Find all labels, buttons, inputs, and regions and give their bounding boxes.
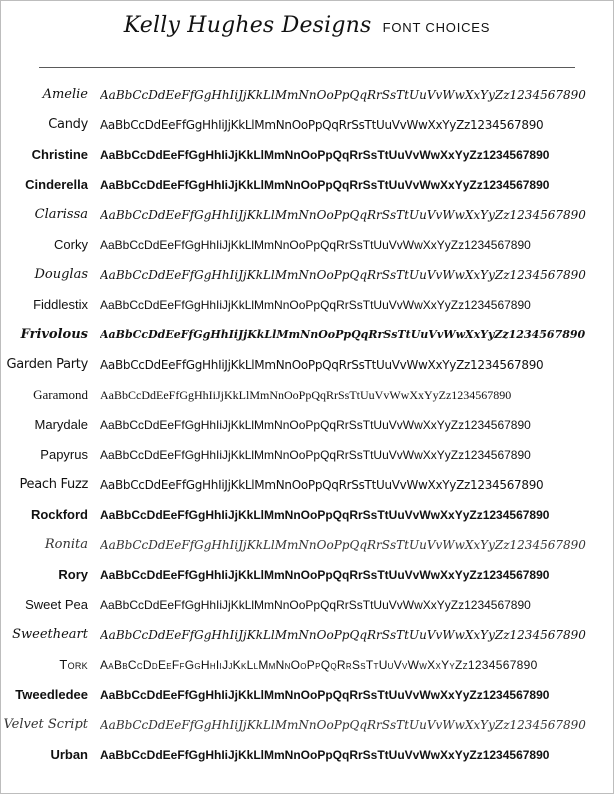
font-row — [1, 201, 613, 231]
font-sample: AaBbCcDdEeFfGgHhIiJjKkLlMmNnOoPpQqRrSsTtUuVvWwXxYyZz1234567890 — [100, 298, 531, 312]
font-name: Fiddlestix — [33, 297, 88, 312]
font-sample: AaBbCcDdEeFfGgHhIiJjKkLlMmNnOoPpQqRrSsTtUuVvWwXxYyZz1234567890 — [100, 178, 550, 192]
font-row — [1, 411, 613, 441]
font-sample: AaBbCcDdEeFfGgHhIiJjKkLlMmNnOoPpQqRrSsTtUuVvWwXxYyZz1234567890 — [100, 658, 538, 672]
font-sample: AaBbCcDdEeFfGgHhIiJjKkLlMmNnOoPpQqRrSsTtUuVvWwXxYyZz1234567890 — [100, 448, 531, 462]
font-name: Peach Fuzz — [19, 477, 88, 492]
font-sample: AaBbCcDdEeFfGgHhIiJjKkLlMmNnOoPpQqRrSsTtUuVvWwXxYyZz1234567890 — [100, 358, 544, 372]
font-sample: AaBbCcDdEeFfGgHhIiJjKkLlMmNnOoPpQqRrSsTtUuVvWwXxYyZz1234567890 — [100, 508, 550, 522]
font-row — [1, 141, 613, 171]
font-sample: AaBbCcDdEeFfGgHhIiJjKkLlMmNnOoPpQqRrSsTtUuVvWwXxYyZz1234567890 — [100, 598, 531, 612]
font-row — [1, 561, 613, 591]
font-name: Candy — [48, 117, 88, 132]
font-name: Cinderella — [25, 177, 88, 192]
font-name: Tork — [59, 657, 88, 672]
font-name: Frivolous — [20, 327, 88, 342]
page-header — [1, 13, 613, 38]
font-row — [1, 231, 613, 261]
font-sample: AaBbCcDdEeFfGgHhIiJjKkLlMmNnOoPpQqRrSsTtUuVvWwXxYyZz1234567890 — [100, 208, 586, 222]
font-row — [1, 531, 613, 561]
font-sample: AaBbCcDdEeFfGgHhIiJjKkLlMmNnOoPpQqRrSsTtUuVvWwXxYyZz1234567890 — [100, 388, 512, 402]
font-row — [1, 291, 613, 321]
font-sample: AaBbCcDdEeFfGgHhIiJjKkLlMmNnOoPpQqRrSsTtUuVvWwXxYyZz1234567890 — [100, 748, 550, 762]
font-sample: AaBbCcDdEeFfGgHhIiJjKkLlMmNnOoPpQqRrSsTtUuVvWwXxYyZz1234567890 — [100, 718, 586, 732]
font-sample: AaBbCcDdEeFfGgHhIiJjKkLlMmNnOoPpQqRrSsTtUuVvWwXxYyZz1234567890 — [100, 118, 544, 132]
font-row — [1, 651, 613, 681]
font-name: Velvet Script — [3, 717, 88, 732]
font-name: Garamond — [33, 387, 88, 402]
font-row — [1, 741, 613, 771]
font-sample: AaBbCcDdEeFfGgHhIiJjKkLlMmNnOoPpQqRrSsTtUuVvWwXxYyZz1234567890 — [100, 628, 586, 642]
font-row — [1, 351, 613, 381]
font-name: Clarissa — [34, 207, 88, 222]
font-row — [1, 171, 613, 201]
font-row — [1, 381, 613, 411]
font-row — [1, 111, 613, 141]
font-name: Ronita — [44, 537, 88, 552]
font-row — [1, 321, 613, 351]
font-row — [1, 591, 613, 621]
font-row — [1, 681, 613, 711]
font-row — [1, 471, 613, 501]
font-name: Corky — [54, 237, 88, 252]
font-name: Sweetheart — [12, 627, 88, 642]
font-name: Amelie — [42, 87, 88, 102]
font-name: Christine — [31, 147, 88, 162]
font-sample: AaBbCcDdEeFfGgHhIiJjKkLlMmNnOoPpQqRrSsTtUuVvWwXxYyZz1234567890 — [100, 688, 550, 702]
font-row — [1, 261, 613, 291]
font-row — [1, 621, 613, 651]
font-name: Marydale — [34, 417, 88, 432]
font-name: Rory — [58, 567, 88, 582]
font-name: Sweet Pea — [25, 597, 88, 612]
font-name: Rockford — [30, 507, 88, 522]
font-sample: AaBbCcDdEeFfGgHhIiJjKkLlMmNnOoPpQqRrSsTtUuVvWwXxYyZz1234567890 — [100, 478, 544, 492]
font-sample: AaBbCcDdEeFfGgHhIiJjKkLlMmNnOoPpQqRrSsTtUuVvWwXxYyZz1234567890 — [100, 238, 531, 252]
header-divider — [39, 67, 575, 68]
font-row — [1, 501, 613, 531]
font-name: Douglas — [34, 267, 88, 282]
brand-title: Kelly Hughes Designs — [123, 13, 372, 38]
font-sample: AaBbCcDdEeFfGgHhIiJjKkLlMmNnOoPpQqRrSsTtUuVvWwXxYyZz1234567890 — [100, 418, 531, 432]
font-sample: AaBbCcDdEeFfGgHhIiJjKkLlMmNnOoPpQqRrSsTtUuVvWwXxYyZz1234567890 — [100, 328, 586, 341]
font-row — [1, 711, 613, 741]
font-sample: AaBbCcDdEeFfGgHhIiJjKkLlMmNnOoPpQqRrSsTtUuVvWwXxYyZz1234567890 — [100, 148, 550, 162]
font-sample: AaBbCcDdEeFfGgHhIiJjKkLlMmNnOoPpQqRrSsTtUuVvWwXxYyZz1234567890 — [100, 268, 586, 282]
font-name: Tweedledee — [15, 687, 88, 702]
font-name: Papyrus — [40, 447, 88, 462]
font-sample: AaBbCcDdEeFfGgHhIiJjKkLlMmNnOoPpQqRrSsTtUuVvWwXxYyZz1234567890 — [100, 88, 586, 102]
font-row — [1, 81, 613, 111]
font-name: Garden Party — [6, 357, 88, 372]
font-sample: AaBbCcDdEeFfGgHhIiJjKkLlMmNnOoPpQqRrSsTtUuVvWwXxYyZz1234567890 — [100, 568, 550, 582]
font-row — [1, 441, 613, 471]
font-list — [1, 81, 613, 771]
page-subtitle: FONT CHOICES — [382, 20, 491, 35]
font-sample: AaBbCcDdEeFfGgHhIiJjKkLlMmNnOoPpQqRrSsTtUuVvWwXxYyZz1234567890 — [100, 538, 586, 552]
font-name: Urban — [50, 747, 88, 762]
